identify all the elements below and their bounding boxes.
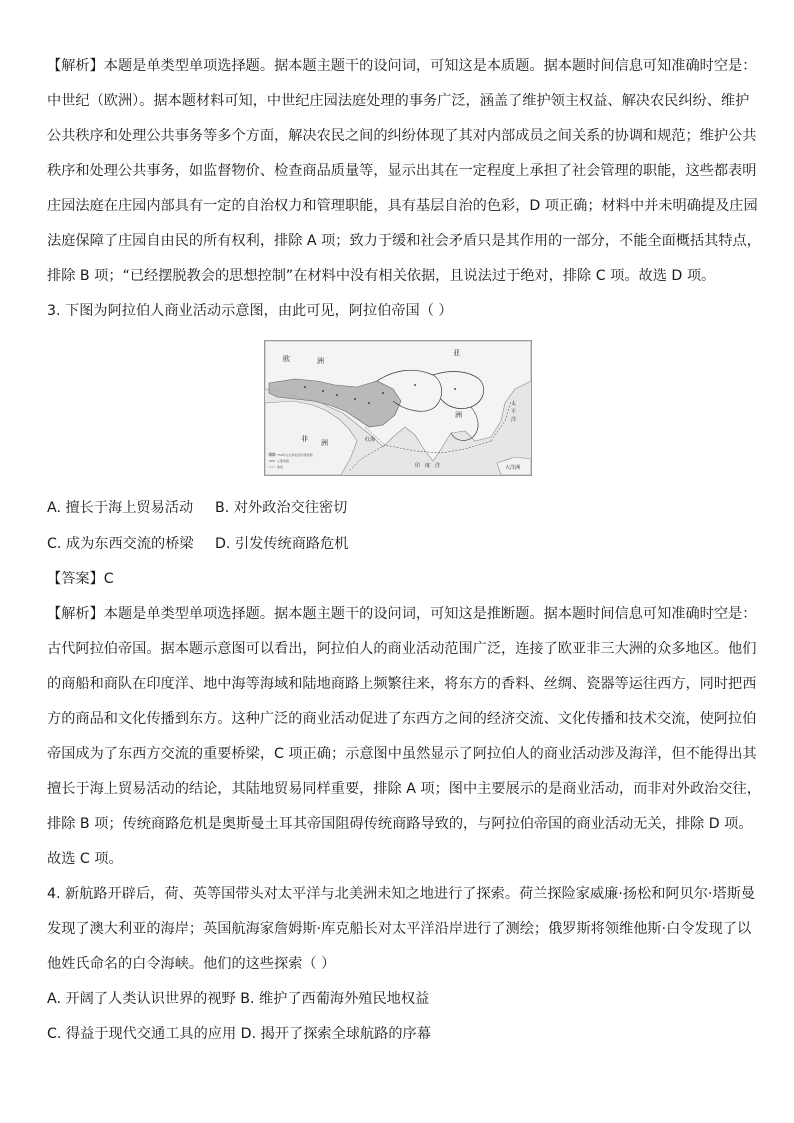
map-label-africa-1: 非 bbox=[301, 435, 308, 443]
q3-option-d: D. 引发传统商路危机 bbox=[215, 536, 349, 552]
map-label-europe-2: 洲 bbox=[317, 357, 324, 365]
q4-stem-line-1: 4. 新航路开辟后，荷、英等国带头对太平洋与北美洲未知之地进行了探索。荷兰探险家威廉·扬松和阿贝尔·塔斯曼 bbox=[47, 886, 756, 902]
q4-options-cd: C. 得益于现代交通工具的应用 D. 揭开了探索全球航路的序幕 bbox=[47, 1026, 431, 1042]
q3-analysis-line-3: 的商船和商队在印度洋、地中海等海域和陆地商路上频繁往来，将东方的香料、丝绸、瓷器等运往西方，同时把西 bbox=[47, 676, 757, 692]
q4-stem-line-2: 发现了澳大利亚的海岸；英国航海家詹姆斯·库克船长对太平洋沿岸进行了测绘；俄罗斯将领维他斯·白令发现了以 bbox=[47, 921, 752, 937]
q3-analysis-line-6: 擅长于海上贸易活动的结论，其陆地贸易同样重要，排除 A 项；图中主要展示的是商业活动，而非对外政治交往， bbox=[47, 781, 761, 797]
map-label-pacific-2: 平 bbox=[511, 409, 517, 415]
q3-analysis-line-5: 帝国成为了东西方交流的重要桥梁，C 项正确；示意图中虽然显示了阿拉伯人的商业活动涉及海洋，但不能得出其 bbox=[47, 746, 757, 762]
map-label-africa-2: 洲 bbox=[321, 439, 328, 447]
q3-analysis-line-8: 故选 C 项。 bbox=[47, 851, 123, 867]
map-label-asia-1: 亚 bbox=[453, 349, 460, 357]
q2-analysis-line-6: 法庭保障了庄园自由民的所有权利，排除 A 项；致力于缓和社会矛盾只是其作用的一部分，不能全面概括其特点， bbox=[47, 233, 761, 249]
map-label-indian-ocean-2: 度 bbox=[425, 463, 431, 469]
q2-analysis-line-7: 排除 B 项；“已经摆脱教会的思想控制”在材料中没有相关依据，且说法过于绝对，排除 C 项。故选 D 项。 bbox=[47, 268, 716, 284]
legend-sea-route: 航线 bbox=[277, 465, 284, 469]
q3-option-c: C. 成为东西交流的桥梁 bbox=[47, 536, 194, 552]
legend-land-route: 主要商路 bbox=[277, 459, 290, 463]
arab-trade-map bbox=[264, 340, 532, 476]
q2-analysis-line-4: 秩序和处理公共事务，如监督物价、检查商品质量等，显示出其在一定程度上承担了社会管理的职能，这些都表明 bbox=[47, 163, 757, 179]
map-label-oceania: 大洋洲 bbox=[505, 465, 521, 471]
q2-analysis-line-5: 庄园法庭在庄园内部具有一定的自治权力和管理职能，具有基层自治的色彩，D 项正确；材料中并未明确提及庄园 bbox=[47, 198, 758, 214]
map-label-pacific-1: 太 bbox=[511, 401, 517, 407]
q3-analysis-line-2: 古代阿拉伯帝国。据本题示意图可以看出，阿拉伯人的商业活动范围广泛，连接了欧亚非三大洲的众多地区。他们 bbox=[47, 641, 757, 657]
q3-option-a: A. 擅长于海上贸易活动 bbox=[47, 500, 194, 516]
q2-analysis-line-1: 【解析】本题是单类型单项选择题。据本题主题干的设问词，可知这是本质题。据本题时间信息可知准确时空是： bbox=[47, 58, 757, 74]
q3-analysis-line-4: 方的商品和文化传播到东方。这种广泛的商业活动促进了东西方之间的经济交流、文化传播和技术交流，使阿拉伯 bbox=[47, 711, 757, 727]
q3-analysis-line-7: 排除 B 项；传统商路危机是奥斯曼土耳其帝国阻碍传统商路导致的，与阿拉伯帝国的商业活动无关，排除 D 项。 bbox=[47, 816, 753, 832]
map-label-indian-ocean-3: 洋 bbox=[435, 463, 441, 469]
map-label-red-sea: 红海 bbox=[365, 437, 376, 443]
q3-option-b: B. 对外政治交往密切 bbox=[215, 500, 348, 516]
q3-answer: 【答案】C bbox=[47, 571, 114, 587]
q2-analysis-line-3: 公共秩序和处理公共事务等多个方面，解决农民之间的纠纷体现了其对内部成员之间关系的协调和规范；维护公共 bbox=[47, 128, 757, 144]
q2-analysis-line-2: 中世纪（欧洲）。据本题材料可知，中世纪庄园法庭处理的事务广泛，涵盖了维护领主权益、解决农民纠纷、维护 bbox=[47, 93, 750, 109]
q3-analysis-line-1: 【解析】本题是单类型单项选择题。据本题主题干的设问词，可知这是推断题。据本题时间信息可知准确时空是： bbox=[47, 606, 757, 622]
map-label-pacific-3: 洋 bbox=[511, 417, 517, 423]
q4-options-ab: A. 开阔了人类认识世界的视野 B. 维护了西葡海外殖民地权益 bbox=[47, 991, 430, 1007]
q4-stem-line-3: 他姓氏命名的白令海峡。他们的这些探索（ ） bbox=[47, 956, 336, 972]
q3-stem: 3. 下图为阿拉伯人商业活动示意图，由此可见，阿拉伯帝国（ ） bbox=[47, 303, 453, 319]
map-label-europe-1: 欧 bbox=[283, 355, 290, 363]
map-label-indian-ocean-1: 印 bbox=[415, 463, 421, 469]
legend-empire: 750年左右阿拉伯帝国版图 bbox=[277, 453, 313, 457]
map-label-asia-2: 洲 bbox=[455, 411, 462, 419]
